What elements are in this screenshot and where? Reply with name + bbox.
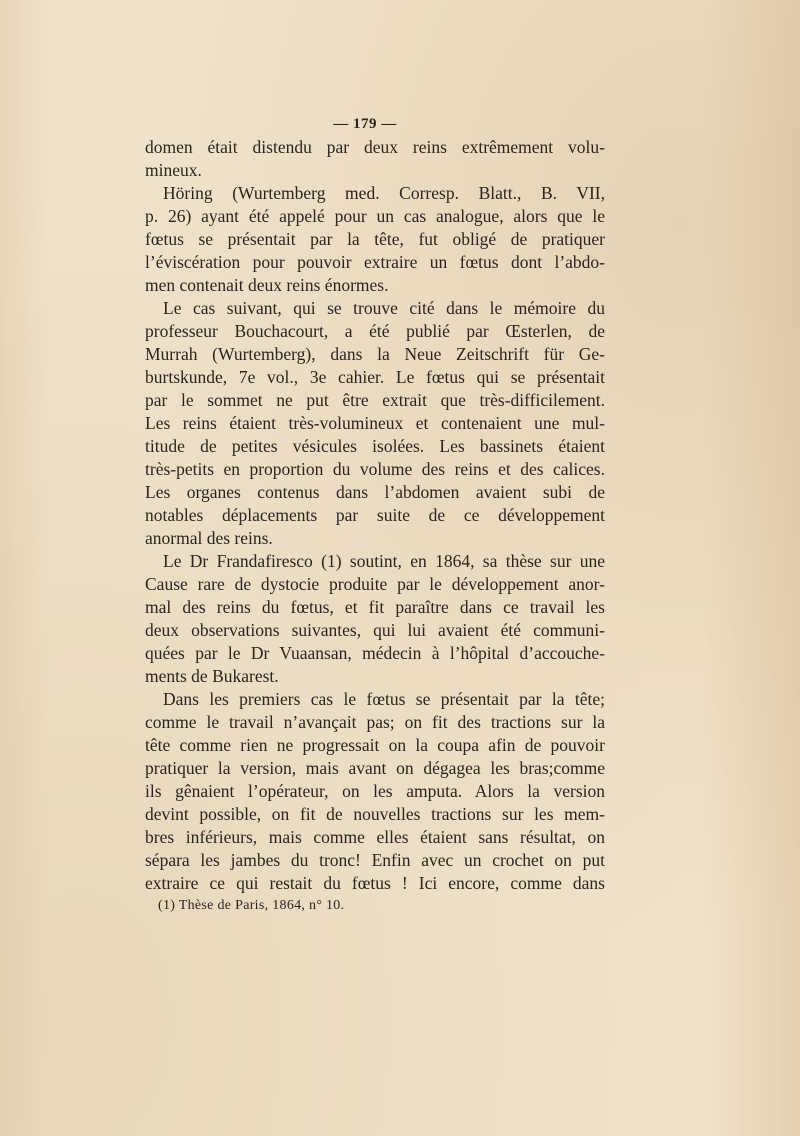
text-line: sépara les jambes du tronc! Enfin avec un crochet on put <box>145 850 605 870</box>
text-line: Les reins étaient très-volumineux et contenaient une mul- <box>145 413 605 433</box>
text-line: mal des reins du fœtus, et fit paraître dans ce travail les <box>145 597 605 617</box>
text-line: professeur Bouchacourt, a été publié par Œsterlen, de <box>145 321 605 341</box>
text-line: fœtus se présentait par la tête, fut obligé de pratiquer <box>145 229 605 249</box>
page-number: — 179 — <box>333 116 397 132</box>
text-line: burtskunde, 7e vol., 3e cahier. Le fœtus qui se présentait <box>145 367 605 387</box>
text-line: par le sommet ne put être extrait que très-difficilement. <box>145 390 605 410</box>
body-text <box>145 136 605 895</box>
text-line: domen était distendu par deux reins extrêmement volu- <box>145 137 605 157</box>
text-line: Cause rare de dystocie produite par le développement anor- <box>145 574 605 594</box>
text-line: Murrah (Wurtemberg), dans la Neue Zeitschrift für Ge- <box>145 344 605 364</box>
text-line: Le Dr Frandafiresco (1) soutint, en 1864, sa thèse sur une <box>163 551 605 571</box>
footnote: (1) Thèse de Paris, 1864, n° 10. <box>158 898 345 913</box>
text-line: l’éviscération pour pouvoir extraire un fœtus dont l’abdo- <box>145 252 605 272</box>
text-line: deux observations suivantes, qui lui avaient été communi- <box>145 620 605 640</box>
text-line: anormal des reins. <box>145 528 273 548</box>
text-line: titude de petites vésicules isolées. Les bassinets étaient <box>145 436 605 456</box>
text-line: Le cas suivant, qui se trouve cité dans le mémoire du <box>163 298 605 318</box>
text-line: quées par le Dr Vuaansan, médecin à l’hôpital d’accouche- <box>145 643 605 663</box>
text-line: p. 26) ayant été appelé pour un cas analogue, alors que le <box>145 206 605 226</box>
text-line: notables déplacements par suite de ce développement <box>145 505 605 525</box>
text-line: tête comme rien ne progressait on la coupa afin de pouvoir <box>145 735 605 755</box>
text-line: comme le travail n’avançait pas; on fit des tractions sur la <box>145 712 605 732</box>
text-line: men contenait deux reins énormes. <box>145 275 389 295</box>
text-line: Höring (Wurtemberg med. Corresp. Blatt., B. VII, <box>163 183 605 203</box>
text-line: mineux. <box>145 160 202 180</box>
text-line: pratiquer la version, mais avant on dégagea les bras;comme <box>145 758 605 778</box>
text-line: Les organes contenus dans l’abdomen avaient subi de <box>145 482 605 502</box>
text-line: devint possible, on fit de nouvelles tractions sur les mem- <box>145 804 605 824</box>
text-line: très-petits en proportion du volume des reins et des calices. <box>145 459 605 479</box>
text-line: ments de Bukarest. <box>145 666 279 686</box>
text-line: ils gênaient l’opérateur, on les amputa. Alors la version <box>145 781 605 801</box>
text-line: Dans les premiers cas le fœtus se présentait par la tête; <box>163 689 605 709</box>
text-line: bres inférieurs, mais comme elles étaient sans résultat, on <box>145 827 605 847</box>
text-line: extraire ce qui restait du fœtus ! Ici encore, comme dans <box>145 873 605 893</box>
